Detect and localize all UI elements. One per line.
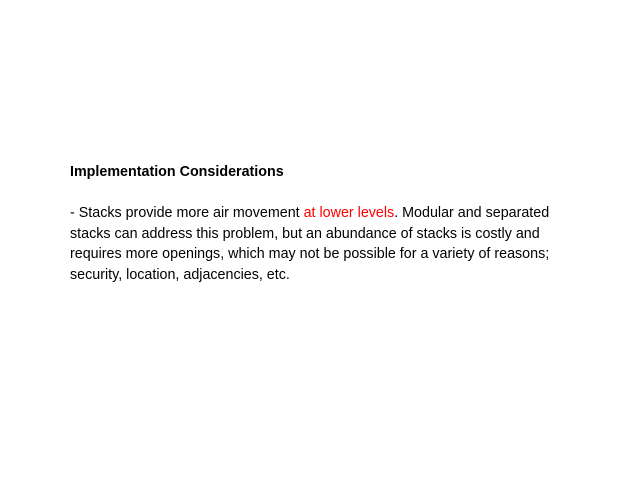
paragraph-line-2: stacks can address this problem, but an abundance of stacks is costly and <box>70 225 540 242</box>
paragraph-line-1-end: . Modular and separated <box>394 205 550 221</box>
slide-heading: Implementation Considerations <box>70 164 284 180</box>
body-paragraph <box>70 203 590 285</box>
highlighted-text: at lower levels <box>303 205 395 221</box>
paragraph-line-1 <box>70 203 590 224</box>
paragraph-line-3: requires more openings, which may not be possible for a variety of reasons; <box>70 246 550 262</box>
slide-content <box>70 162 590 285</box>
paragraph-line-1-start: - Stacks provide more air movement <box>70 205 304 221</box>
paragraph-line-4: security, location, adjacencies, etc. <box>70 266 290 283</box>
